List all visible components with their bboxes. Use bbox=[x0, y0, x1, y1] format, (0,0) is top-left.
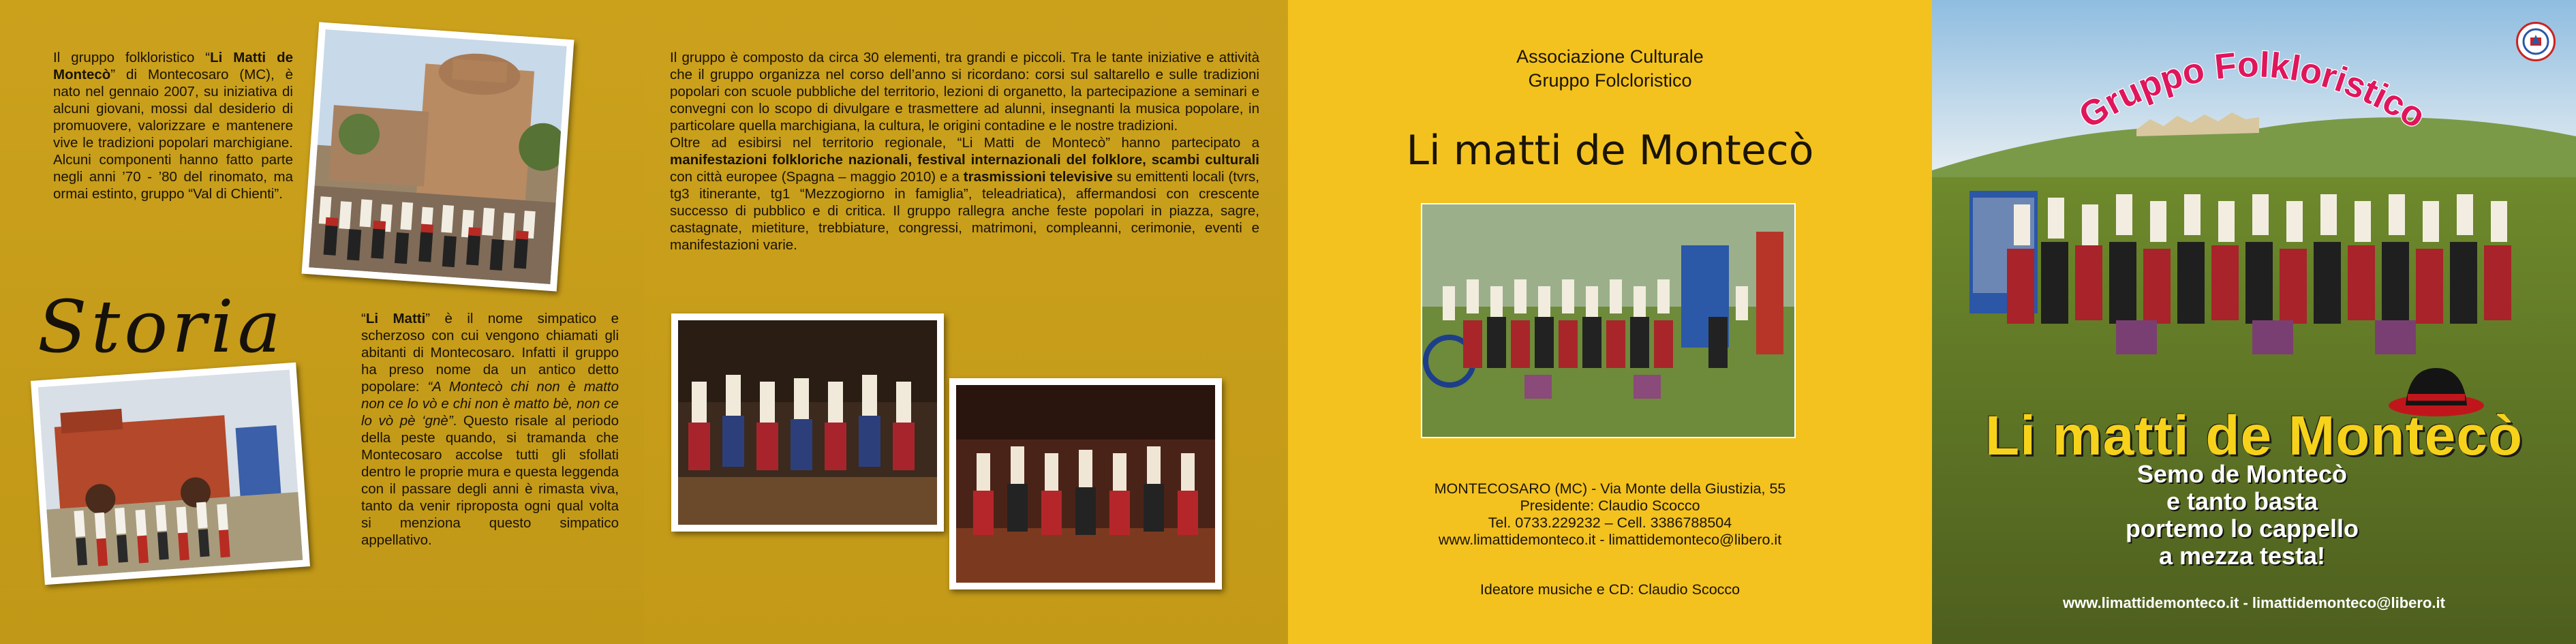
dance-performance-photo-1 bbox=[671, 313, 944, 532]
dance-performance-photo-2 bbox=[949, 378, 1222, 589]
threshing-machine-photo bbox=[31, 363, 310, 585]
history-name-text: “Li Matti” è il nome simpatico e scherzoso con cui vengono chiamati gli abitanti di Montecosaro. Infatti il gruppo ha preso nome da un antico detto popolare: “A Montecò chi non è matto non ce lo vò e chi non è matto bè, non ce lo vò pè ‘gnè”. Questo risale al periodo della peste quando, si tramanda che Montecosaro accolse tutti gli sfollati dentro le proprie mura e questa leggenda con il passare degli anni è rimasta viva, tanto da venir riproposta ogni qual volta si menziona questo simpatico appellativo. bbox=[361, 311, 619, 548]
motto-line-3: portemo lo cappello bbox=[2125, 515, 2359, 542]
association-label bbox=[1288, 45, 1932, 93]
association-line-1: Associazione Culturale bbox=[1516, 46, 1704, 67]
contact-panel bbox=[1288, 0, 1932, 644]
cover-footer[interactable]: www.limattidemonteco.it - limattidemonteco@libero.it bbox=[2063, 594, 2445, 611]
president: Presidente: Claudio Scocco bbox=[1520, 497, 1700, 514]
svg-text:Gruppo Folkloristico bbox=[2072, 45, 2432, 136]
cover-title: Li matti de Montecò bbox=[1985, 405, 2523, 467]
phones: Tel. 0733.229232 – Cell. 3386788504 bbox=[1488, 515, 1732, 531]
motto bbox=[2096, 461, 2389, 570]
motto-line-4: a mezza testa! bbox=[2158, 542, 2326, 570]
history-heading: Storia bbox=[37, 285, 285, 369]
web-email[interactable]: www.limattidemonteco.it - limattidemonteco@libero.it bbox=[1438, 532, 1782, 548]
address: MONTECOSARO (MC) - Via Monte della Giustizia, 55 bbox=[1434, 480, 1786, 497]
activity-text: Il gruppo è composto da circa 30 elementi, tra grandi e piccoli. Tra le tante iniziative e attività che il gruppo organizza nel corso dell’anno si ricordano: corsi sul saltarello e sulle tradizioni popolari con scuole pubbliche del territorio, lezioni di organetto, la partecipazione a seminari e convegni con lo scopo di divulgare e trasmettere ad alunni, insegnanti la musica popolare, in particolare quella marchigiana, la cultura, le origini contadine e le nostre tradizioni. Oltre ad esibirsi nel territorio regionale, “Li Matti de Montecò” hanno partecipato a manifestazioni folkloriche nazionali, festival internazionali del folklore, scambi culturali con città europee (Spagna – maggio 2010) e a trasmissioni televisive su emittenti locali (tvrs, tg3 itinerante, tg1 “Mezzogiorno in famiglia”, teleadriatica), affermandosi con crescente successo di pubblico e di critica. Il gruppo rallegra anche feste popolari in piazza, sagre, castagnate, mietiture, trebbiature, congressi, matrimoni, compleanni, cerimonie, eventi e manifestazioni varie. bbox=[670, 50, 1259, 253]
motto-line-2: e tanto basta bbox=[2166, 487, 2318, 515]
music-credits: Ideatore musiche e CD: Claudio Scocco bbox=[1479, 581, 1741, 598]
contact-info bbox=[1288, 480, 1932, 549]
arc-title-text: Gruppo Folkloristico bbox=[2072, 45, 2432, 137]
cover-panel bbox=[1932, 0, 2576, 644]
group-photo bbox=[1421, 203, 1796, 438]
abbey-group-photo bbox=[302, 22, 574, 291]
history-intro-text: Il gruppo folkloristico “Li Matti de Montecò” di Montecosaro (MC), è nato nel gennaio 2007, su iniziativa di alcuni giovani, mossi dal desiderio di promuovere, valorizzare e mantenere vive le tradizioni popolari marchigiane. Alcuni componenti hanno fatto parte negli anni ’70 - ’80 del rinomato, ma ormai estinto, gruppo “Val di Chienti”. bbox=[53, 50, 293, 202]
association-line-2: Gruppo Folcloristico bbox=[1528, 70, 1692, 91]
motto-line-1: Semo de Montecò bbox=[2136, 460, 2348, 488]
association-badge-icon bbox=[2516, 22, 2556, 61]
activity-panel bbox=[644, 0, 1288, 644]
history-panel bbox=[0, 0, 644, 644]
group-name: Li matti de Montecò bbox=[1406, 127, 1814, 174]
